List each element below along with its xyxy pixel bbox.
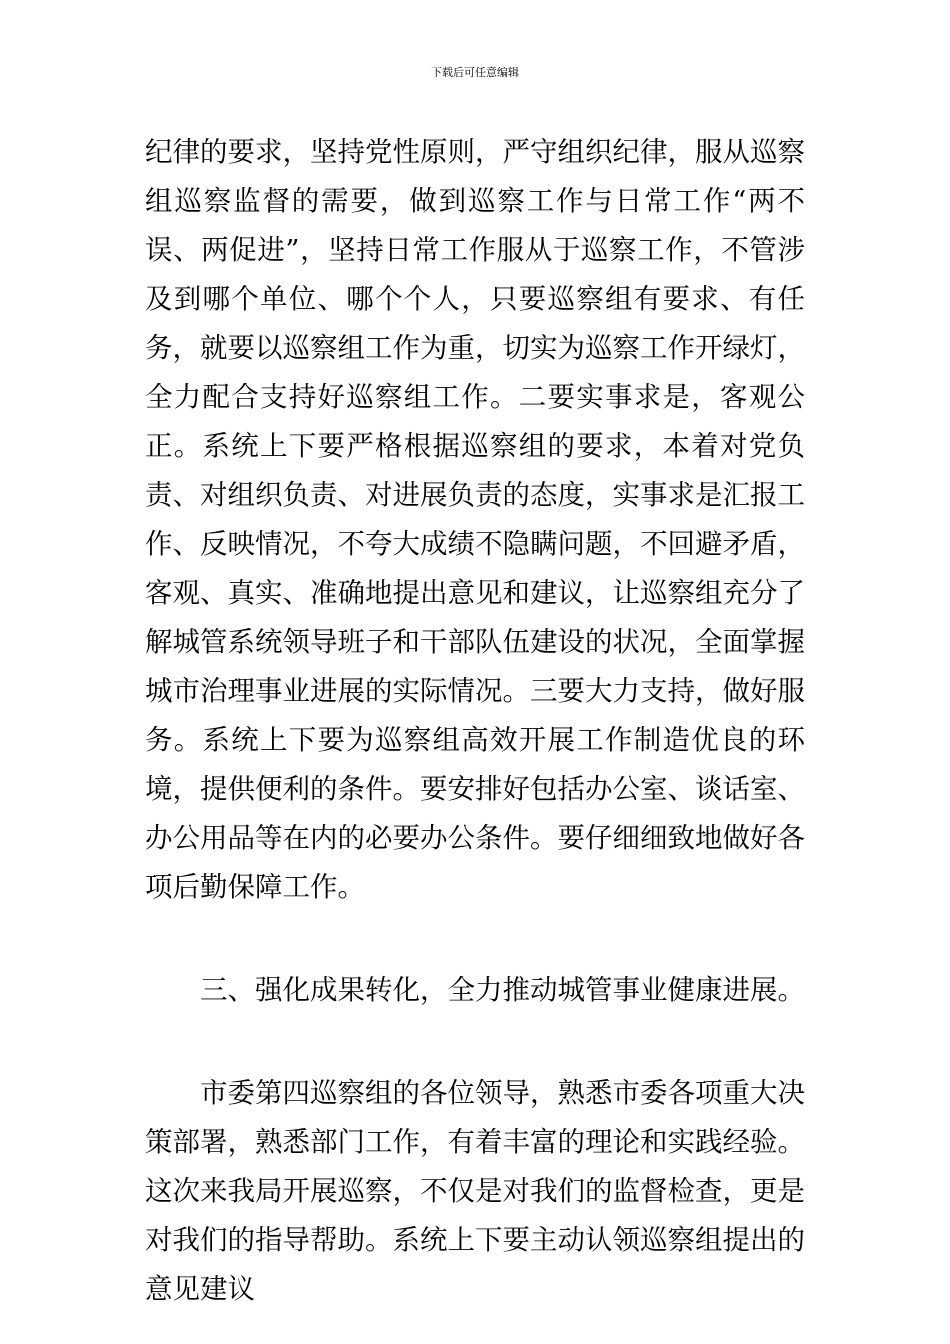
document-body bbox=[145, 128, 805, 1314]
paragraph-continuation: 纪律的要求，坚持党性原则，严守组织纪律，服从巡察组巡察监督的需要，做到巡察工作与日常工作“两不误、两促进”，坚持日常工作服从于巡察工作，不管涉及到哪个单位、哪个个人，只要巡察组有要求、有任务，就要以巡察组工作为重，切实为巡察工作开绿灯，全力配合支持好巡察组工作。二要实事求是，客观公正。系统上下要严格根据巡察组的要求，本着对党负责、对组织负责、对进展负责的态度，实事求是汇报工作、反映情况，不夸大成绩不隐瞒问题，不回避矛盾，客观、真实、准确地提出意见和建议，让巡察组充分了解城管系统领导班子和干部队伍建设的状况，全面掌握城市治理事业进展的实际情况。三要大力支持，做好服务。系统上下要为巡察组高效开展工作制造优良的环境，提供便利的条件。要安排好包括办公室、谈话室、办公用品等在内的必要办公条件。要仔细细致地做好各项后勤保障工作。 bbox=[145, 136, 805, 903]
paragraph-gap bbox=[145, 912, 805, 966]
page-header: 下载后可任意编辑 bbox=[431, 66, 519, 79]
paragraph-gap bbox=[145, 1015, 805, 1069]
paragraph-body: 市委第四巡察组的各位领导，熟悉市委各项重大决策部署，熟悉部门工作，有着丰富的理论和实践经验。这次来我局开展巡察，不仅是对我们的监督检查，更是对我们的指导帮助。系统上下要主动认领巡察组提出的意见建议 bbox=[145, 1077, 805, 1305]
section-heading: 三、强化成果转化，全力推动城管事业健康进展。 bbox=[200, 974, 805, 1006]
